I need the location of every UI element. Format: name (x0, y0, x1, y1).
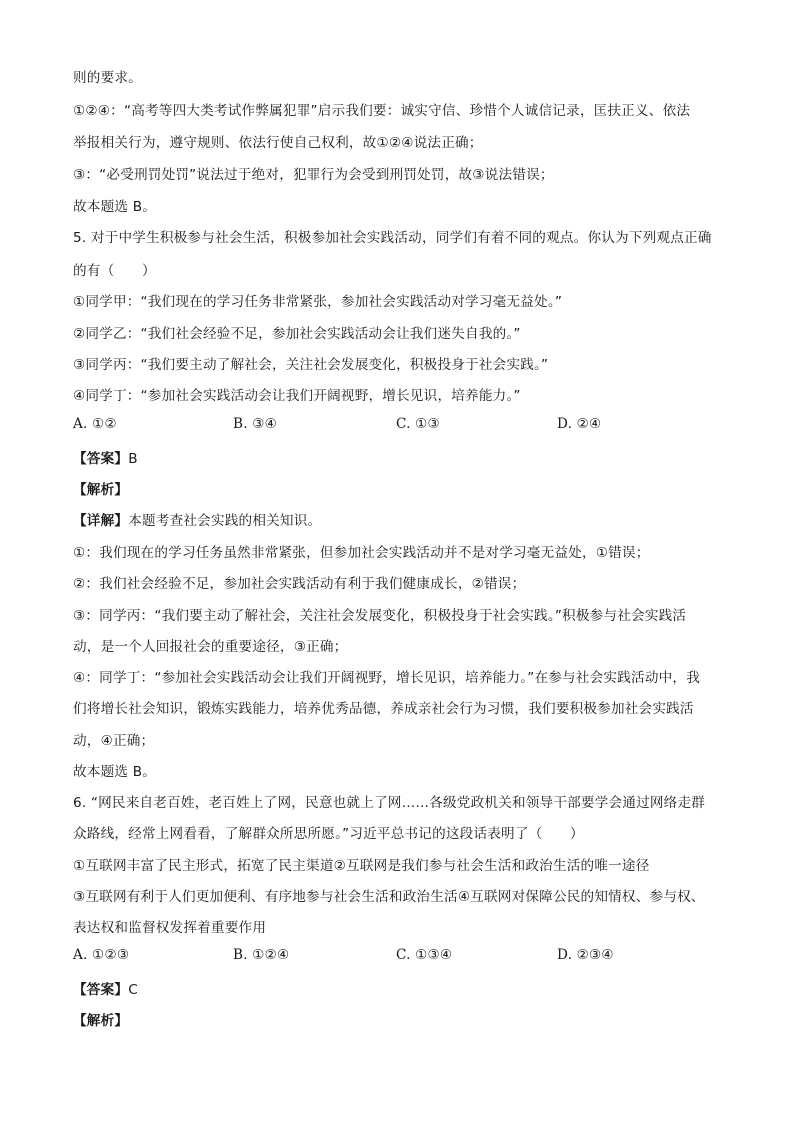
answer-value: C (128, 982, 138, 998)
option-d: D. ②③④ (557, 947, 614, 963)
analysis-line: ①：我们现在的学习任务虽然非常紧张，但参加社会实践活动并不是对学习毫无益处，①错误； (73, 545, 650, 561)
analysis-line: ④：同学丁：“参加社会实践活动会让我们开阔视野，增长见识，培养能力。”在参与社会实践活动中，我 (73, 670, 700, 686)
question-5-stem: 5. 对于中学生积极参与社会生活，积极参加社会实践活动，同学们有着不同的观点。你认为下列观点正确 (73, 230, 712, 246)
analysis-tag: 【解析】 (73, 482, 129, 498)
analysis-line: ③：同学丙：“我们要主动了解社会，关注社会发展变化，积极投身于社会实践。”积极参与社会实践活 (73, 608, 687, 624)
analysis-tag: 【解析】 (73, 1013, 129, 1029)
text-line: 故本题选 B。 (73, 199, 157, 215)
question-6-stem: 众路线，经常上网看看，了解群众所思所愿。”习近平总书记的这段话表明了（ ） (73, 826, 584, 842)
statement-line: 表达权和监督权发挥着重要作用 (73, 920, 267, 936)
answer-tag: 【答案】 (73, 982, 129, 998)
text-line: 则的要求。 (73, 70, 142, 86)
detail-tag: 【详解】 (73, 513, 129, 529)
detail-line (73, 509, 321, 529)
analysis-line: 动，④正确； (73, 733, 155, 749)
analysis-line: 故本题选 B。 (73, 764, 157, 780)
option-b: B. ①②④ (233, 947, 290, 963)
answer-line (73, 978, 138, 998)
question-5-stem: 的有（ ） (73, 263, 156, 279)
detail-text: 本题考查社会实践的相关知识。 (128, 513, 322, 529)
answer-value: B (128, 451, 138, 467)
statement-line: ①互联网丰富了民主形式，拓宽了民主渠道②互联网是我们参与社会生活和政治生活的唯一途径 (73, 858, 650, 874)
text-line: ③：“必受刑罚处罚”说法过于绝对，犯罪行为会受到刑罚处罚，故③说法错误； (73, 167, 554, 183)
option-d: D. ②④ (557, 416, 602, 432)
text-line: 举报相关行为，遵守规则、依法行使自己权利，故①②④说法正确； (73, 135, 483, 151)
statement-4: ④同学丁：“参加社会实践活动会让我们开阔视野，增长见识，培养能力。” (73, 388, 521, 404)
question-6-stem: 6. “网民来自老百姓，老百姓上了网，民意也就上了网……各级党政机关和领导干部要学会通过网络走群 (73, 795, 706, 811)
option-a: A. ①② (73, 416, 117, 432)
statement-2: ②同学乙：“我们社会经验不足，参加社会实践活动会让我们迷失自我的。” (73, 326, 521, 342)
option-a: A. ①②③ (73, 947, 130, 963)
analysis-line: 们将增长社会知识，锻炼实践能力，培养优秀品德，养成亲社会行为习惯，我们要积极参加社会实践活 (73, 701, 694, 717)
statement-1: ①同学甲：“我们现在的学习任务非常紧张，参加社会实践活动对学习毫无益处。” (73, 294, 563, 310)
analysis-line: 动，是一个人回报社会的重要途径，③正确； (73, 639, 348, 655)
option-c: C. ①③ (396, 416, 440, 432)
text-line: ①②④：“高考等四大类考试作弊属犯罪”启示我们要：诚实守信、珍惜个人诚信记录，匡扶正义、依法 (73, 103, 691, 119)
option-c: C. ①③④ (396, 947, 453, 963)
answer-tag: 【答案】 (73, 451, 129, 467)
statement-line: ③互联网有利于人们更加便利、有序地参与社会生活和政治生活④互联网对保障公民的知情权、参与权、 (73, 889, 705, 905)
statement-3: ③同学丙：“我们要主动了解社会，关注社会发展变化，积极投身于社会实践。” (73, 357, 549, 373)
option-b: B. ③④ (233, 416, 278, 432)
answer-line (73, 447, 138, 467)
analysis-line: ②：我们社会经验不足，参加社会实践活动有利于我们健康成长，②错误； (73, 576, 526, 592)
